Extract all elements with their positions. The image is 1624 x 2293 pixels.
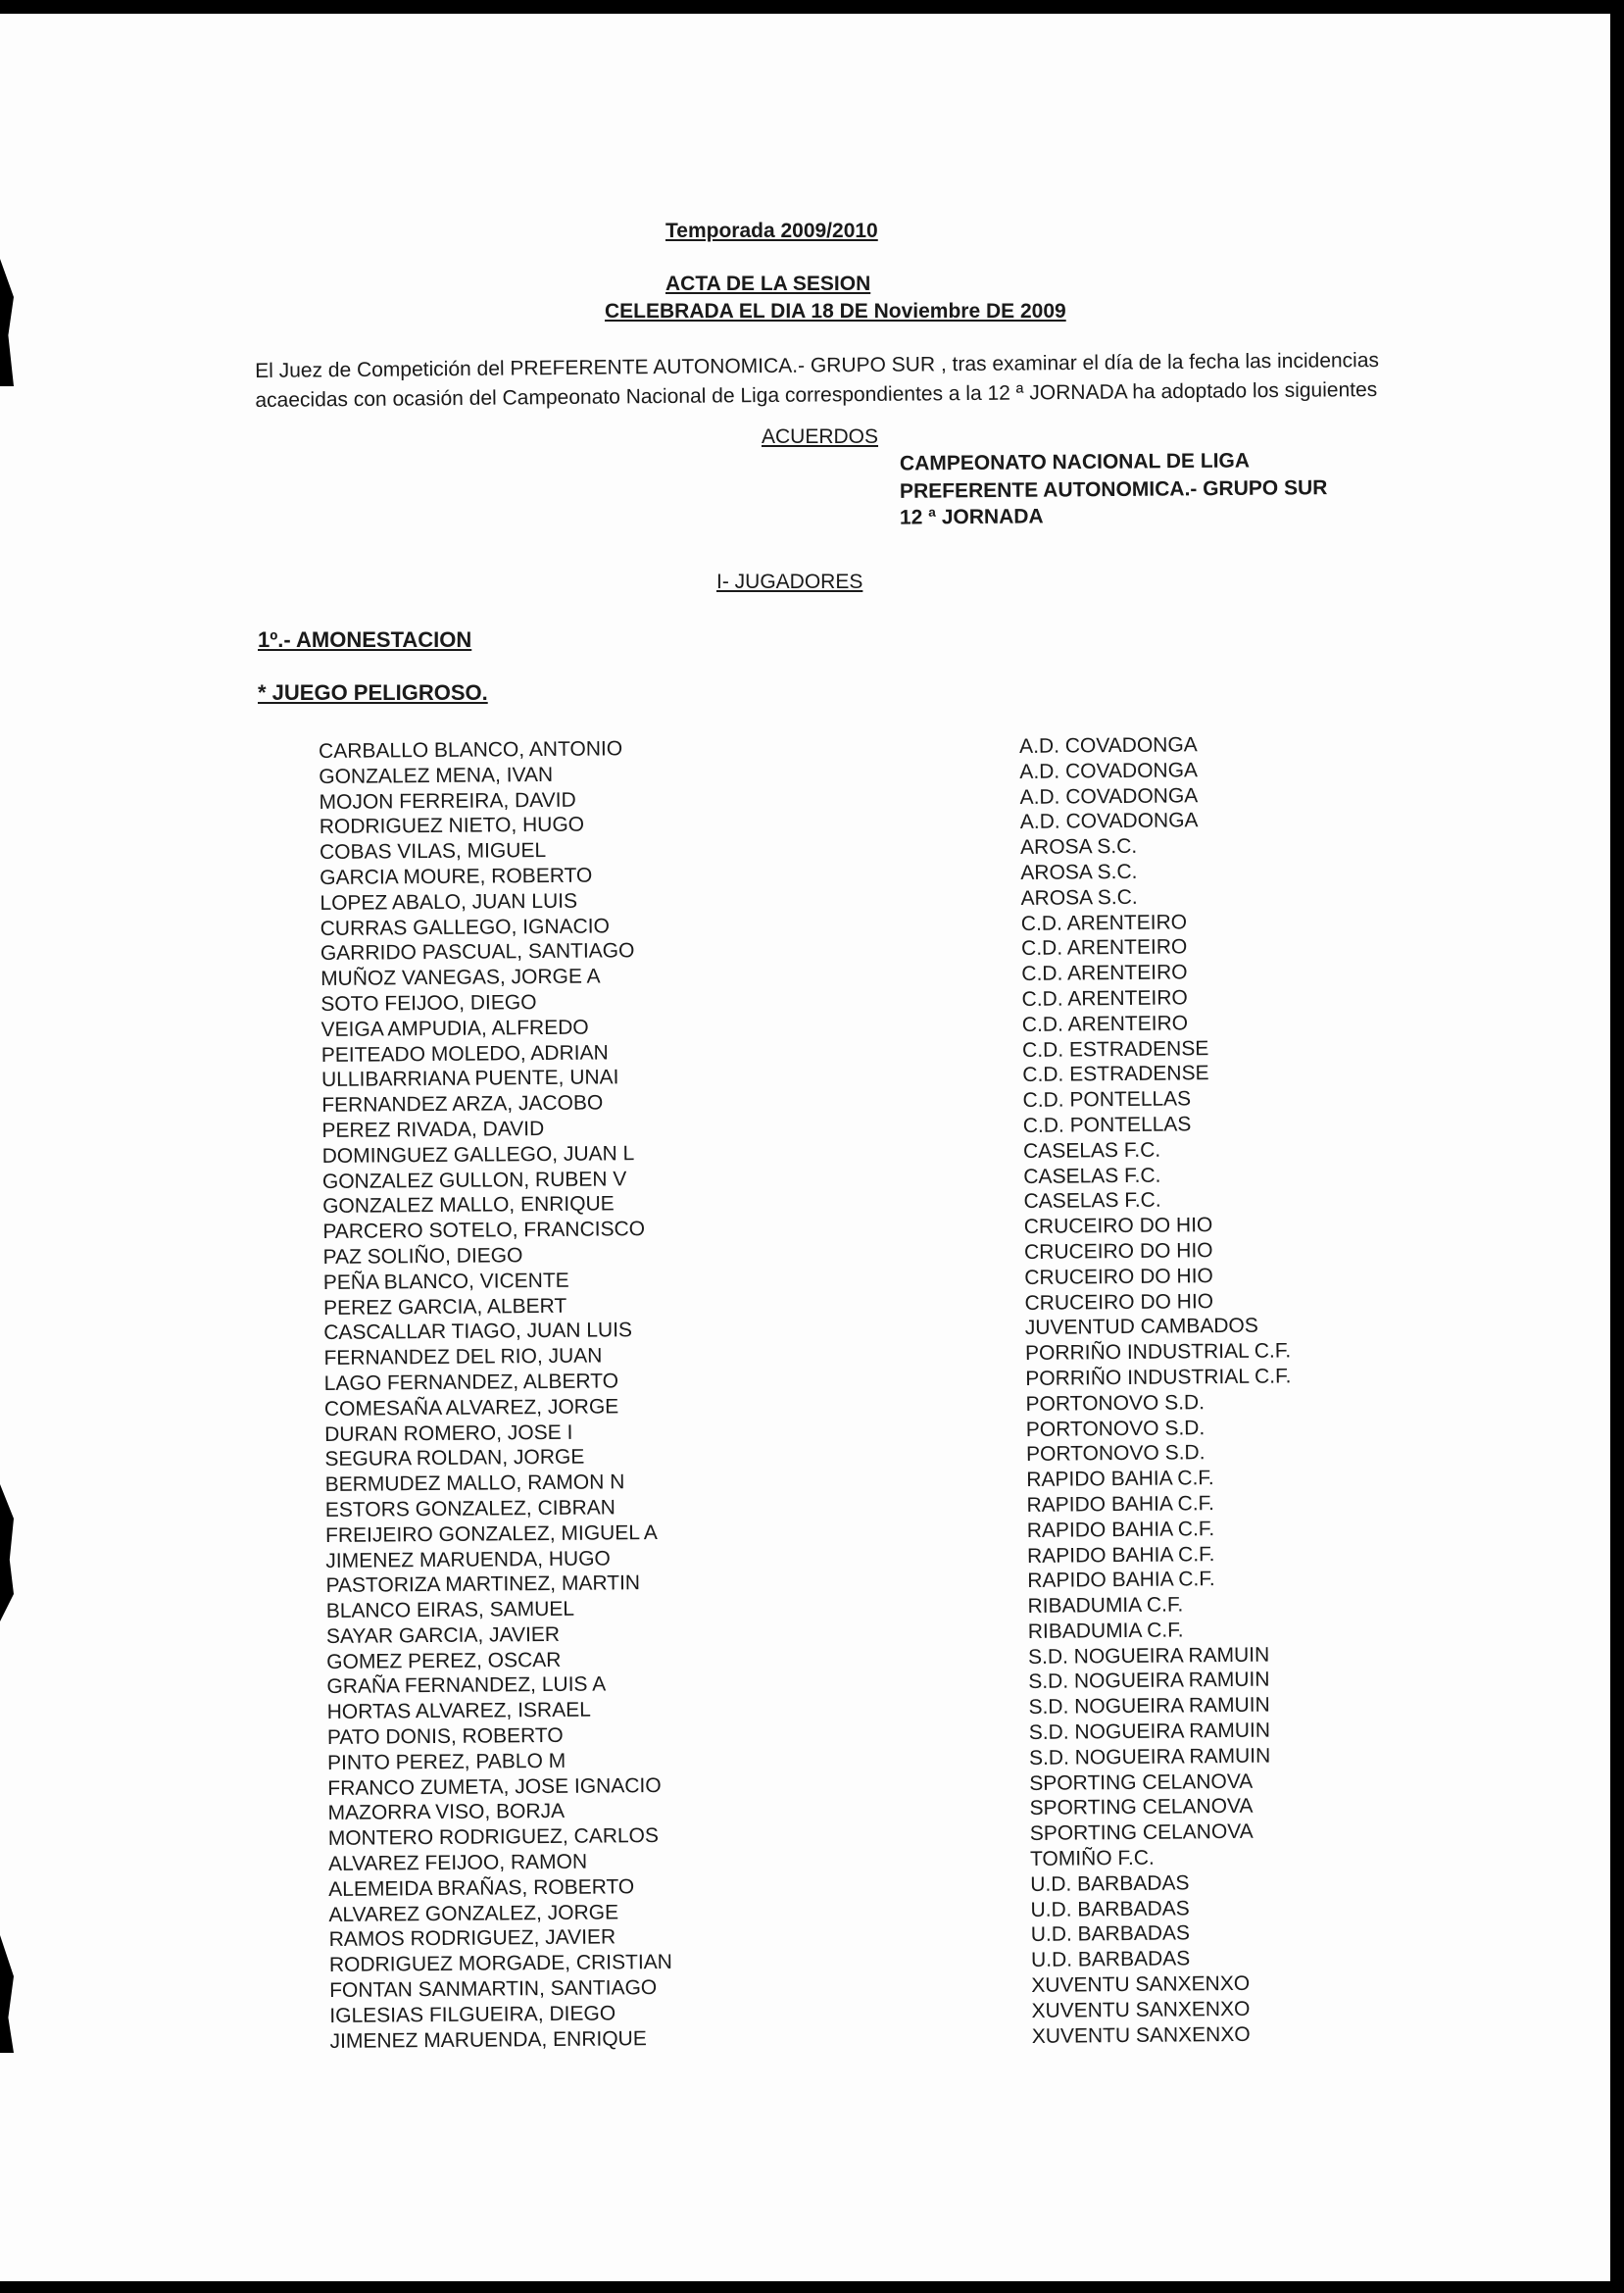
player-name: FERNANDEZ DEL RIO, JUAN bbox=[323, 1344, 603, 1371]
team-name: XUVENTU SANXENXO bbox=[1031, 1997, 1251, 2022]
team-name: PORRIÑO INDUSTRIAL C.F. bbox=[1024, 1339, 1292, 1366]
player-name: GONZALEZ MENA, IVAN bbox=[319, 763, 554, 788]
player-name: LOPEZ ABALO, JUAN LUIS bbox=[320, 889, 578, 915]
player-name: COMESAÑA ALVAREZ, JORGE bbox=[323, 1395, 619, 1421]
team-name: XUVENTU SANXENXO bbox=[1031, 1971, 1251, 1997]
team-name: C.D. ARENTEIRO bbox=[1020, 910, 1188, 935]
player-name: MAZORRA VISO, BORJA bbox=[327, 1800, 566, 1825]
team-name: AROSA S.C. bbox=[1020, 885, 1138, 910]
player-name: VEIGA AMPUDIA, ALFREDO bbox=[320, 1016, 589, 1041]
document-page bbox=[0, 14, 1610, 2281]
team-name: C.D. PONTELLAS bbox=[1022, 1113, 1192, 1137]
scan-tear-mark bbox=[0, 1484, 14, 1621]
player-name: FREIJEIRO GONZALEZ, MIGUEL A bbox=[324, 1520, 658, 1547]
player-name: GONZALEZ GULLON, RUBEN V bbox=[321, 1167, 627, 1193]
player-name: PASTORIZA MARTINEZ, MARTIN bbox=[325, 1571, 641, 1598]
player-name: LAGO FERNANDEZ, ALBERTO bbox=[323, 1370, 619, 1395]
team-name: AROSA S.C. bbox=[1020, 860, 1138, 884]
player-name: PEÑA BLANCO, VICENTE bbox=[322, 1269, 569, 1294]
player-name: FRANCO ZUMETA, JOSE IGNACIO bbox=[327, 1773, 662, 1800]
scan-tear-mark bbox=[0, 1935, 14, 2053]
acta-date: CELEBRADA EL DIA 18 DE Noviembre DE 2009 bbox=[605, 300, 1066, 323]
player-name: COBAS VILAS, MIGUEL bbox=[319, 839, 547, 865]
team-name: U.D. BARBADAS bbox=[1030, 1947, 1191, 1972]
team-name: CRUCEIRO DO HIO bbox=[1023, 1214, 1213, 1239]
team-name: C.D. ARENTEIRO bbox=[1021, 986, 1188, 1011]
player-name: RODRIGUEZ MORGADE, CRISTIAN bbox=[328, 1951, 673, 1977]
player-name: DURAN ROMERO, JOSE I bbox=[324, 1421, 573, 1446]
section-title: I- JUGADORES bbox=[716, 571, 863, 593]
team-name: A.D. COVADONGA bbox=[1019, 783, 1199, 809]
player-name: CURRAS GALLEGO, IGNACIO bbox=[320, 914, 611, 940]
team-name: C.D. PONTELLAS bbox=[1022, 1087, 1192, 1113]
team-name: S.D. NOGUEIRA RAMUIN bbox=[1028, 1744, 1271, 1770]
player-name: CARBALLO BLANCO, ANTONIO bbox=[319, 737, 623, 763]
player-name: FERNANDEZ ARZA, JACOBO bbox=[321, 1091, 604, 1118]
player-name: SOTO FEIJOO, DIEGO bbox=[320, 991, 537, 1016]
team-name: C.D. ARENTEIRO bbox=[1021, 1012, 1189, 1036]
player-name: ALVAREZ FEIJOO, RAMON bbox=[327, 1850, 588, 1876]
team-name: RIBADUMIA C.F. bbox=[1027, 1593, 1184, 1619]
team-name: RAPIDO BAHIA C.F. bbox=[1026, 1467, 1214, 1492]
scan-border-bottom bbox=[0, 2281, 1624, 2293]
scan-border-right bbox=[1610, 0, 1624, 2293]
player-name: MOJON FERREIRA, DAVID bbox=[319, 788, 576, 814]
team-name: C.D. ESTRADENSE bbox=[1021, 1036, 1209, 1062]
player-name: MONTERO RODRIGUEZ, CARLOS bbox=[327, 1824, 660, 1851]
team-name: S.D. NOGUEIRA RAMUIN bbox=[1027, 1643, 1270, 1669]
team-name: S.D. NOGUEIRA RAMUIN bbox=[1028, 1669, 1270, 1694]
sanction-heading: 1º.- AMONESTACION bbox=[258, 627, 472, 652]
player-name: FONTAN SANMARTIN, SANTIAGO bbox=[329, 1976, 658, 2002]
team-name: U.D. BARBADAS bbox=[1030, 1871, 1190, 1896]
player-name: PATO DONIS, ROBERTO bbox=[326, 1723, 564, 1750]
team-name: AROSA S.C. bbox=[1020, 835, 1138, 860]
team-name: PORTONOVO S.D. bbox=[1025, 1441, 1206, 1467]
team-name: CASELAS F.C. bbox=[1023, 1188, 1161, 1214]
reason-heading: * JUEGO PELIGROSO. bbox=[258, 680, 488, 705]
team-name: A.D. COVADONGA bbox=[1019, 809, 1199, 834]
player-name: DOMINGUEZ GALLEGO, JUAN L bbox=[321, 1141, 635, 1168]
team-name: RIBADUMIA C.F. bbox=[1027, 1619, 1184, 1643]
team-name: SPORTING CELANOVA bbox=[1029, 1820, 1254, 1846]
player-name: GRAÑA FERNANDEZ, LUIS A bbox=[326, 1672, 607, 1699]
team-name: JUVENTUD CAMBADOS bbox=[1024, 1315, 1258, 1340]
player-name: PAZ SOLIÑO, DIEGO bbox=[322, 1244, 523, 1269]
player-name: PARCERO SOTELO, FRANCISCO bbox=[322, 1218, 646, 1244]
season-title: Temporada 2009/2010 bbox=[665, 220, 878, 242]
player-name: ALVAREZ GONZALEZ, JORGE bbox=[328, 1901, 619, 1926]
team-name: RAPIDO BAHIA C.F. bbox=[1026, 1517, 1215, 1542]
player-name: IGLESIAS FILGUEIRA, DIEGO bbox=[329, 2002, 616, 2027]
player-name: PEREZ GARCIA, ALBERT bbox=[322, 1294, 567, 1320]
player-name: JIMENEZ MARUENDA, HUGO bbox=[325, 1546, 611, 1572]
player-list bbox=[319, 736, 673, 2054]
intro-line-2: acaecidas con ocasión del Campeonato Nacional de Liga correspondientes a la 12 ª JORNADA ha adoptado los siguientes bbox=[255, 378, 1378, 412]
team-name: U.D. BARBADAS bbox=[1030, 1921, 1191, 1947]
team-name: CASELAS F.C. bbox=[1023, 1164, 1161, 1188]
player-name: GOMEZ PEREZ, OSCAR bbox=[326, 1648, 562, 1673]
team-name: RAPIDO BAHIA C.F. bbox=[1026, 1542, 1215, 1568]
team-name: C.D. ESTRADENSE bbox=[1022, 1062, 1209, 1087]
competition-name: CAMPEONATO NACIONAL DE LIGA bbox=[899, 449, 1251, 475]
player-name: ESTORS GONZALEZ, CIBRAN bbox=[324, 1496, 615, 1521]
team-name: XUVENTU SANXENXO bbox=[1031, 2022, 1251, 2048]
team-name: PORTONOVO S.D. bbox=[1025, 1416, 1206, 1441]
acta-title: ACTA DE LA SESION bbox=[665, 273, 871, 295]
team-name: S.D. NOGUEIRA RAMUIN bbox=[1028, 1719, 1271, 1745]
player-name: MUÑOZ VANEGAS, JORGE A bbox=[320, 965, 601, 991]
team-name: PORRIÑO INDUSTRIAL C.F. bbox=[1025, 1365, 1292, 1390]
team-list bbox=[1019, 731, 1298, 2049]
team-name: C.D. ARENTEIRO bbox=[1021, 961, 1188, 986]
player-name: RODRIGUEZ NIETO, HUGO bbox=[319, 814, 585, 839]
team-name: TOMIÑO F.C. bbox=[1029, 1846, 1155, 1871]
team-name: SPORTING CELANOVA bbox=[1029, 1795, 1254, 1820]
team-name: CRUCEIRO DO HIO bbox=[1024, 1289, 1214, 1315]
team-name: CRUCEIRO DO HIO bbox=[1024, 1264, 1213, 1289]
player-name: SEGURA ROLDAN, JORGE bbox=[324, 1445, 585, 1471]
player-name: CASCALLAR TIAGO, JUAN LUIS bbox=[323, 1319, 633, 1345]
team-name: PORTONOVO S.D. bbox=[1025, 1390, 1206, 1416]
competition-round: 12 ª JORNADA bbox=[899, 505, 1044, 529]
team-name: C.D. ARENTEIRO bbox=[1020, 935, 1188, 961]
competition-group: PREFERENTE AUTONOMICA.- GRUPO SUR bbox=[899, 476, 1328, 503]
team-name: A.D. COVADONGA bbox=[1019, 733, 1198, 758]
acuerdos-label: ACUERDOS bbox=[762, 425, 879, 448]
scan-border-top bbox=[0, 0, 1624, 14]
player-name: RAMOS RODRIGUEZ, JAVIER bbox=[328, 1925, 616, 1952]
team-name: A.D. COVADONGA bbox=[1019, 759, 1199, 783]
player-name: PINTO PEREZ, PABLO M bbox=[327, 1749, 566, 1774]
team-name: CASELAS F.C. bbox=[1022, 1138, 1161, 1163]
player-name: BERMUDEZ MALLO, RAMON N bbox=[324, 1471, 625, 1497]
player-name: GARCIA MOURE, ROBERTO bbox=[320, 864, 593, 889]
team-name: SPORTING CELANOVA bbox=[1029, 1770, 1254, 1795]
intro-line-1: El Juez de Competición del PREFERENTE AUTONOMICA.- GRUPO SUR , tras examinar el día de la fecha las incidencias bbox=[255, 348, 1380, 382]
player-name: GONZALEZ MALLO, ENRIQUE bbox=[322, 1192, 615, 1219]
player-name: GARRIDO PASCUAL, SANTIAGO bbox=[320, 939, 635, 966]
player-name: SAYAR GARCIA, JAVIER bbox=[325, 1622, 561, 1648]
player-name: ALEMEIDA BRAÑAS, ROBERTO bbox=[328, 1875, 635, 1901]
player-name: HORTAS ALVAREZ, ISRAEL bbox=[326, 1698, 591, 1724]
player-name: PEREZ RIVADA, DAVID bbox=[321, 1117, 545, 1142]
scan-tear-mark bbox=[0, 259, 14, 386]
player-name: PEITEADO MOLEDO, ADRIAN bbox=[320, 1040, 609, 1067]
team-name: CRUCEIRO DO HIO bbox=[1023, 1239, 1213, 1264]
team-name: S.D. NOGUEIRA RAMUIN bbox=[1028, 1693, 1270, 1720]
team-name: RAPIDO BAHIA C.F. bbox=[1026, 1492, 1215, 1517]
intro-paragraph bbox=[255, 345, 1461, 416]
team-name: U.D. BARBADAS bbox=[1030, 1897, 1190, 1921]
team-name: RAPIDO BAHIA C.F. bbox=[1027, 1568, 1215, 1593]
player-name: ULLIBARRIANA PUENTE, UNAI bbox=[320, 1066, 619, 1092]
player-name: BLANCO EIRAS, SAMUEL bbox=[325, 1597, 575, 1623]
player-name: JIMENEZ MARUENDA, ENRIQUE bbox=[329, 2026, 647, 2053]
